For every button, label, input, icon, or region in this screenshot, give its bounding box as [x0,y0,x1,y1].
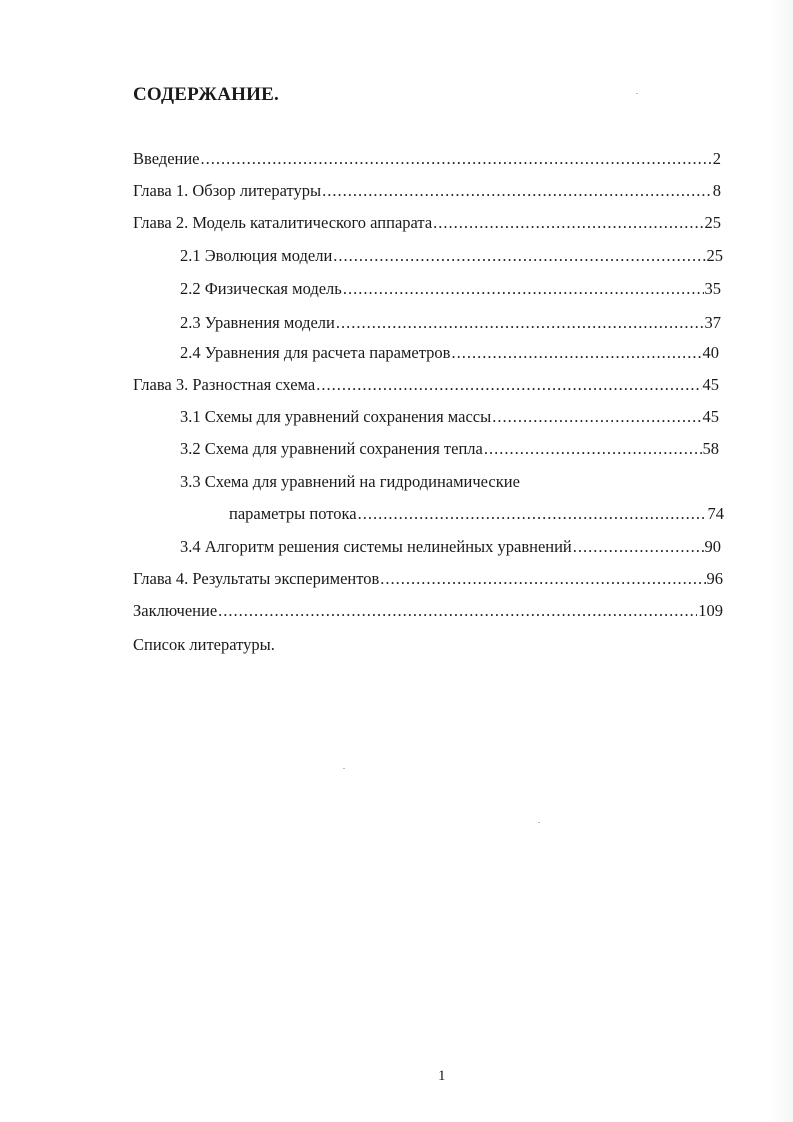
dot-leader [484,438,702,460]
toc-entry-conclusion [133,600,723,622]
toc-entry-label: 3.2 Схема для уравнений сохранения тепла [180,439,483,458]
scan-speck [636,93,638,94]
dot-leader [316,374,701,396]
scan-speck [538,822,540,823]
dot-leader [333,245,705,267]
toc-entry-references: Список литературы. [133,635,275,654]
toc-entry-section-3-4 [180,536,721,558]
toc-entry-label: 3.4 Алгоритм решения системы нелинейных уравнений [180,537,572,556]
toc-entry-label: параметры потока [229,504,357,523]
toc-entry-label: 2.1 Эволюция модели [180,246,333,265]
toc-entry-label: Заключение [133,601,218,620]
dot-leader [433,212,703,234]
toc-entry-page: 37 [704,313,721,332]
toc-entry-label: 3.1 Схемы для уравнений сохранения массы [180,407,492,426]
toc-entry-page: 2 [712,149,721,168]
dot-leader [358,503,707,525]
dot-leader [492,406,701,428]
page-number: 1 [438,1068,446,1084]
toc-entry-page: 74 [707,504,724,523]
toc-entry-page: 40 [702,343,719,362]
toc-entry-section-2-3 [180,312,721,334]
toc-entry-chapter-3 [133,374,719,396]
toc-entry-page: 35 [704,279,721,298]
toc-entry-page: 25 [704,213,721,232]
toc-entry-chapter-4 [133,568,723,590]
page-title: СОДЕРЖАНИЕ. [133,84,279,105]
dot-leader [201,148,712,170]
toc-entry-label: Глава 2. Модель каталитического аппарата [133,213,433,232]
toc-entry-intro [133,148,721,170]
toc-entry-section-2-4 [180,342,719,364]
toc-entry-section-3-3-line-1: 3.3 Схема для уравнений на гидродинамические [180,472,520,491]
toc-entry-page: 45 [702,407,719,426]
toc-entry-label: Глава 1. Обзор литературы [133,181,322,200]
scan-speck [343,768,345,769]
dot-leader [451,342,701,364]
dot-leader [322,180,712,202]
toc-entry-page: 8 [712,181,721,200]
dot-leader [380,568,705,590]
toc-entry-section-2-2 [180,278,721,300]
dot-leader [336,312,704,334]
toc-entry-page: 45 [702,375,719,394]
toc-entry-page: 96 [706,569,723,588]
toc-entry-page: 25 [706,246,723,265]
toc-entry-section-2-1 [180,245,723,267]
toc-entry-label: Глава 3. Разностная схема [133,375,316,394]
toc-entry-chapter-2 [133,212,721,234]
toc-entry-page: 90 [704,537,721,556]
toc-entry-label: 2.2 Физическая модель [180,279,342,298]
toc-entry-label: Глава 4. Результаты экспериментов [133,569,380,588]
toc-entry-label: 2.3 Уравнения модели [180,313,335,332]
scan-edge-shade [768,0,793,1122]
dot-leader [343,278,704,300]
toc-entry-section-3-1 [180,406,719,428]
toc-entry-section-3-3 [229,503,724,525]
dot-leader [218,600,697,622]
toc-entry-section-3-2 [180,438,719,460]
toc-entry-label: 2.4 Уравнения для расчета параметров [180,343,451,362]
toc-entry-page: 58 [702,439,719,458]
toc-entry-page: 109 [698,601,723,620]
dot-leader [573,536,704,558]
toc-entry-chapter-1 [133,180,721,202]
toc-entry-label: Введение [133,149,200,168]
